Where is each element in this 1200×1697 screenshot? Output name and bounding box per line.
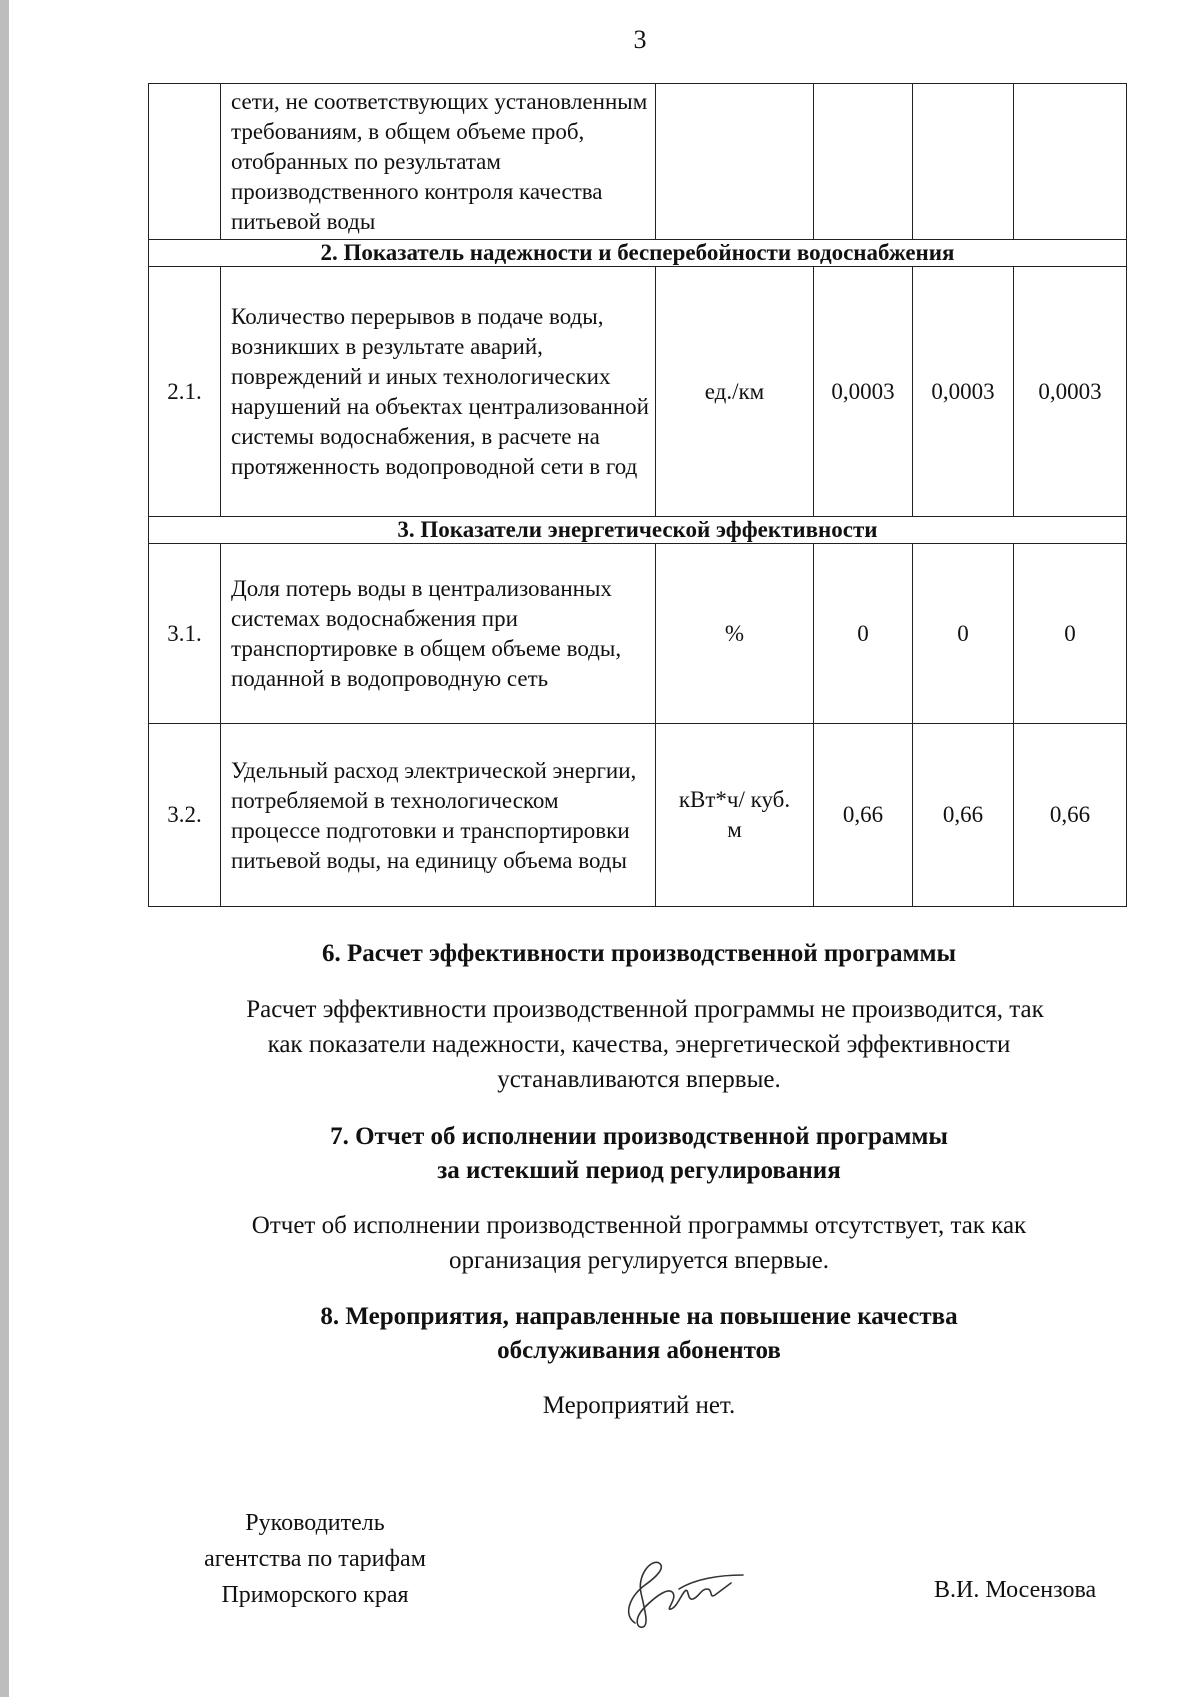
value-cell (913, 84, 1014, 240)
unit-cell: кВт*ч/ куб. м (656, 724, 814, 907)
scan-edge-shadow (0, 0, 9, 1697)
indicator-name: сети, не соответствующих установленным требованиям, в общем объеме проб, отобранных по результатам производственного контроля качества питьевой воды (221, 84, 656, 240)
value-cell: 0,0003 (913, 267, 1014, 517)
table-row-continuation (149, 84, 1127, 240)
row-number: 3.2. (149, 724, 221, 907)
value-cell: 0,0003 (1014, 267, 1127, 517)
signatory-title-line3: Приморского края (221, 1582, 409, 1608)
section6-line2: как показатели надежности, качества, энергетической эффективности (267, 1031, 1011, 1058)
value-cell (814, 84, 913, 240)
table-row-3-2 (149, 724, 1127, 907)
section6-line1: Расчет эффективности производственной программы не производится, так (246, 996, 1044, 1023)
handwritten-signature (615, 1545, 755, 1635)
indicators-table (148, 83, 1127, 907)
section8-heading-line2: обслуживания абонентов (497, 1337, 781, 1364)
value-cell: 0,66 (814, 724, 913, 907)
section7-heading-line2: за истекший период регулирования (437, 1157, 841, 1184)
value-cell: 0,66 (913, 724, 1014, 907)
value-cell: 0 (814, 544, 913, 724)
section-title: 2. Показатель надежности и бесперебойности водоснабжения (149, 240, 1127, 267)
section7-line1: Отчет об исполнении производственной программы отсутствует, так как (251, 1212, 1027, 1239)
section6-heading: 6. Расчет эффективности производственной программы (321, 940, 957, 967)
signatory-title (160, 1505, 470, 1613)
section7-heading-line1: 7. Отчет об исполнении производственной программы (330, 1123, 948, 1150)
value-cell: 0 (913, 544, 1014, 724)
unit-cell: ед./км (656, 267, 814, 517)
section-row-3 (149, 517, 1127, 544)
page-number: 3 (633, 25, 647, 54)
section-row-2 (149, 240, 1127, 267)
unit-cell: % (656, 544, 814, 724)
signatory-title-line2: агентства по тарифам (204, 1546, 426, 1572)
table-row-2-1 (149, 267, 1127, 517)
value-cell (1014, 84, 1127, 240)
row-number (149, 84, 221, 240)
section8-text: Мероприятий нет. (542, 1392, 736, 1419)
unit-cell (656, 84, 814, 240)
row-number: 2.1. (149, 267, 221, 517)
value-cell: 0 (1014, 544, 1127, 724)
indicator-name: Количество перерывов в подаче воды, возникших в результате аварий, повреждений и иных технологических нарушений на объектах централизованной системы водоснабжения, в расчете на протяженность водопроводной сети в год (221, 267, 656, 517)
value-cell: 0,0003 (814, 267, 913, 517)
signatory-name: В.И. Мосензова (934, 1577, 1097, 1603)
signatory-title-line1: Руководитель (245, 1510, 385, 1536)
section-title: 3. Показатели энергетической эффективности (149, 517, 1127, 544)
section8-heading-line1: 8. Мероприятия, направленные на повышение качества (320, 1303, 958, 1330)
indicator-name: Доля потерь воды в централизованных системах водоснабжения при транспортировке в общем объеме воды, поданной в водопроводную сеть (221, 544, 656, 724)
row-number: 3.1. (149, 544, 221, 724)
indicator-name: Удельный расход электрической энергии, потребляемой в технологическом процессе подготовки и транспортировки питьевой воды, на единицу объема воды (221, 724, 656, 907)
section6-line3: устанавливаются впервые. (497, 1066, 781, 1093)
table-row-3-1 (149, 544, 1127, 724)
section7-line2: организация регулируется впервые. (449, 1247, 829, 1274)
value-cell: 0,66 (1014, 724, 1127, 907)
